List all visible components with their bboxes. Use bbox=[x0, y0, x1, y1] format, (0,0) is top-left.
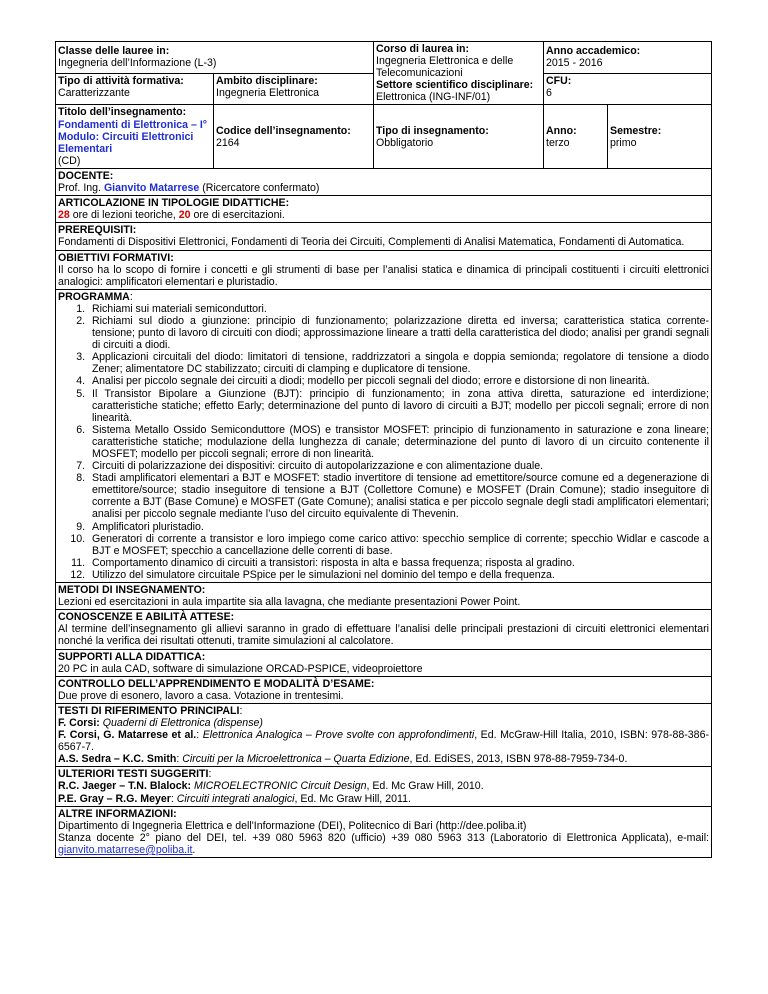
programma-cell bbox=[56, 289, 712, 582]
altre-line2-text: Stanza docente 2° piano del DEI, tel. +39 080 5963 820 (ufficio) +39 080 5963 313 (Laboratorio di Elettronica Applicata), e-mail: bbox=[58, 831, 710, 844]
ulteriore-2-author: P.E. Gray – R.G. Meyer bbox=[58, 792, 171, 805]
classe-cell bbox=[56, 42, 374, 74]
semestre-label: Semestre: bbox=[610, 124, 662, 137]
programma-item: 2. Richiami sul diodo a giunzione: principio di funzionamento; polarizzazione diretta ed inversa; caratteristica statica corrente-tensione; punto di lavoro di circuiti con diodi; approssimazione lineare a tratti della caratteristica del diodo; analisi per grandi segnali di circuiti a diodi. bbox=[88, 315, 709, 351]
course-sheet bbox=[55, 41, 711, 858]
semestre-cell bbox=[608, 105, 712, 168]
articolazione-cell bbox=[56, 196, 712, 223]
metodi-cell bbox=[56, 583, 712, 610]
altre-line2 bbox=[58, 832, 709, 856]
tipo-ins-label: Tipo di insegnamento: bbox=[376, 124, 489, 137]
altre-end: . bbox=[192, 843, 196, 856]
supporti-cell bbox=[56, 649, 712, 676]
cfu-label: CFU: bbox=[546, 74, 572, 87]
docente-label: DOCENTE: bbox=[58, 169, 114, 182]
programma-colon: : bbox=[129, 290, 133, 303]
altre-cell bbox=[56, 806, 712, 857]
conoscenze-label: CONOSCENZE E ABILITÀ ATTESE: bbox=[58, 611, 235, 624]
testo-3-author: A.S. Sedra – K.C. Smith bbox=[58, 753, 177, 766]
obiettivi-text: Il corso ha lo scopo di fornire i concetti e gli strumenti di base per l’analisi statica e dinamica di principali costituenti i circuiti elettronici analogici: amplificatori elementari e pluristadio. bbox=[58, 263, 710, 288]
programma-item: 11. Comportamento dinamico di circuiti a transistori: risposta in alta e bassa frequenza; risposta al gradino. bbox=[88, 557, 709, 569]
altre-line1: Dipartimento di Ingegneria Elettrica e dell'Informazione (DEI), Politecnico di Bari (http://dee.poliba.it) bbox=[58, 819, 527, 832]
obiettivi-cell bbox=[56, 250, 712, 289]
docente-line bbox=[58, 182, 709, 194]
docente-name: Gianvito Matarrese bbox=[103, 182, 200, 195]
testi-label: TESTI DI RIFERIMENTO PRINCIPALI bbox=[58, 704, 240, 717]
controllo-cell bbox=[56, 676, 712, 703]
programma-label: PROGRAMMA bbox=[58, 290, 130, 303]
programma-item: 1. Richiami sui materiali semiconduttori. bbox=[88, 303, 709, 315]
ulteriore-1-title: MICROELECTRONIC Circuit Design bbox=[191, 780, 367, 793]
programma-item: 6. Sistema Metallo Ossido Semiconduttore (MOS) e transistor MOSFET: principio di funzionamento in saturazione e zona lineare; caratteristiche statiche; modulazione della lunghezza di canale; determinazione del punto di lavoro di un circuito contenente il MOSFET; modello per piccoli segnali; errore di non linearità. bbox=[88, 424, 709, 460]
controllo-label: CONTROLLO DELL’APPRENDIMENTO E MODALITÀ D’ESAME: bbox=[58, 677, 375, 690]
ulteriore-1-rest: , Ed. Mc Graw Hill, 2010. bbox=[366, 780, 484, 793]
corso-cell bbox=[374, 42, 544, 105]
ore-teoriche: 28 bbox=[58, 209, 70, 222]
codice-value: 2164 bbox=[216, 136, 240, 149]
testo-1 bbox=[58, 717, 709, 729]
email-link[interactable]: gianvito.matarrese@poliba.it bbox=[58, 843, 193, 856]
titolo-label: Titolo dell’insegnamento: bbox=[58, 106, 187, 119]
altre-label: ALTRE INFORMAZIONI: bbox=[58, 807, 177, 820]
conoscenze-text: Al termine dell’insegnamento gli allievi saranno in grado di effettuare l’analisi delle principali prestazioni di circuiti elettronici elementari nonché la verifica dei risultati ottenuti, tramite simulazioni al calcolatore. bbox=[58, 623, 710, 648]
conoscenze-cell bbox=[56, 610, 712, 649]
tipo-att-label: Tipo di attività formativa: bbox=[58, 74, 184, 87]
testo-3-title: Circuiti per la Microelettronica – Quarta Edizione bbox=[179, 753, 410, 766]
settore-label: Settore scientifico disciplinare: bbox=[376, 79, 534, 92]
cfu-cell bbox=[544, 73, 712, 105]
testo-2-rest: , Ed. McGraw-Hill Italia, 2010, ISBN: 978-88-386-6567-7. bbox=[58, 729, 709, 754]
ulteriore-2-rest: , Ed. Mc Graw Hill, 2011. bbox=[294, 792, 411, 805]
testo-2-author: F. Corsi, G. Matarrese et al. bbox=[58, 729, 197, 742]
programma-item: 9. Amplificatori pluristadio. bbox=[88, 521, 709, 533]
programma-item: 5. Il Transistor Bipolare a Giunzione (BJT): principio di funzionamento; in zona attiva diretta, saturazione ed interdizione; caratteristiche statiche; effetto Early; determinazione del punto di lavoro di circuiti a BJT; modello per piccoli segnali; errore di non linearità. bbox=[88, 388, 709, 424]
supporti-label: SUPPORTI ALLA DIDATTICA: bbox=[58, 650, 206, 663]
obiettivi-label: OBIETTIVI FORMATIVI: bbox=[58, 251, 174, 264]
tipo-ins-value: Obbligatorio bbox=[376, 136, 434, 149]
testo-1-title: Quaderni di Elettronica (dispense) bbox=[99, 716, 263, 729]
titolo-suffix: (CD) bbox=[58, 154, 81, 167]
prerequisiti-label: PREREQUISITI: bbox=[58, 224, 137, 237]
programma-item: 12. Utilizzo del simulatore circuitale PSpice per le simulazioni nel dominio del tempo e della frequenza. bbox=[88, 569, 709, 581]
classe-value: Ingegneria dell’Informazione (L-3) bbox=[58, 57, 217, 70]
prerequisiti-cell bbox=[56, 223, 712, 250]
docente-cell bbox=[56, 168, 712, 195]
controllo-text: Due prove di esonero, lavoro a casa. Votazione in trentesimi. bbox=[58, 689, 344, 702]
classe-label: Classe delle lauree in: bbox=[58, 45, 170, 58]
testo-1-author: F. Corsi: bbox=[58, 716, 100, 729]
tipo-ins-cell bbox=[374, 105, 544, 168]
ulteriore-1-author: R.C. Jaeger – T.N. Blalock: bbox=[58, 780, 192, 793]
articolazione-line bbox=[58, 209, 709, 221]
ulteriore-1 bbox=[58, 780, 709, 792]
ambito-value: Ingegneria Elettronica bbox=[216, 86, 320, 99]
programma-heading bbox=[58, 291, 709, 303]
cfu-value: 6 bbox=[546, 86, 552, 99]
articolazione-label: ARTICOLAZIONE IN TIPOLOGIE DIDATTICHE: bbox=[58, 197, 290, 210]
ulteriore-2 bbox=[58, 793, 709, 805]
ulteriore-2-title: Circuiti integrati analogici bbox=[173, 792, 295, 805]
semestre-value: primo bbox=[610, 136, 637, 149]
codice-cell bbox=[214, 105, 374, 168]
settore-value: Elettronica (ING-INF/01) bbox=[376, 91, 491, 104]
corso-label: Corso di laurea in: bbox=[376, 43, 470, 55]
ambito-label: Ambito disciplinare: bbox=[216, 74, 318, 87]
metodi-text: Lezioni ed esercitazioni in aula impartite sia alla lavagna, che mediante presentazioni Power Point. bbox=[58, 596, 521, 609]
metodi-label: METODI DI INSEGNAMENTO: bbox=[58, 584, 206, 597]
testo-2-colon: : bbox=[196, 729, 200, 742]
ulteriori-heading bbox=[58, 768, 709, 780]
anno-cell bbox=[544, 105, 608, 168]
testo-3-colon: : bbox=[176, 753, 180, 766]
programma-item: 7. Circuiti di polarizzazione dei dispositivi: circuito di autopolarizzazione e con alimentazione duale. bbox=[88, 460, 709, 472]
ulteriori-colon: : bbox=[208, 768, 212, 781]
course-table bbox=[55, 41, 712, 858]
codice-label: Codice dell’insegnamento: bbox=[216, 124, 351, 137]
tipo-att-value: Caratterizzante bbox=[58, 86, 130, 99]
articolazione-text1: ore di lezioni teoriche, bbox=[69, 209, 179, 222]
docente-prefix: Prof. Ing. bbox=[58, 182, 104, 195]
corso-value: Ingegneria Elettronica e delle Telecomunicazioni bbox=[376, 55, 514, 80]
programma-item: 8. Stadi amplificatori elementari a BJT e MOSFET: stadio invertitore di tensione ad emettitore/source comune ed a degenerazione di emettitore/source; stadio inseguitore di tensione a BJT (Collettore Comune) e MOSFET (Drain Comune); stadio inseguitore di corrente a BJT (Base Comune) e MOSFET (Gate Comune); analisi statica e per piccolo segnale degli stadi amplificatori elementari; analisi per piccolo segnale mediante l’uso del circuito equivalente di Thevenin. bbox=[88, 472, 709, 520]
testo-2-title: Elettronica Analogica – Prove svolte con approfondimenti bbox=[199, 729, 475, 742]
titolo-value: Fondamenti di Elettronica – I° Modulo: Circuiti Elettronici Elementari bbox=[58, 118, 208, 155]
testo-3 bbox=[58, 753, 709, 765]
testo-3-rest: , Ed. EdiSES, 2013, ISBN 978-88-7959-734-0. bbox=[409, 753, 628, 766]
articolazione-text2: ore di esercitazioni. bbox=[190, 209, 285, 222]
testi-cell bbox=[56, 703, 712, 766]
supporti-text: 20 PC in aula CAD, software di simulazione ORCAD-PSPICE, videoproiettore bbox=[58, 662, 423, 675]
testo-2 bbox=[58, 729, 709, 753]
prerequisiti-text: Fondamenti di Dispositivi Elettronici, Fondamenti di Teoria dei Circuiti, Complementi di Analisi Matematica, Fondamenti di Automatica. bbox=[58, 236, 685, 249]
programma-item: 10. Generatori di corrente a transistor e loro impiego come carico attivo: specchio semplice di corrente; specchio Widlar e cascode a BJT e MOSFET; specchio a cancellazione delle correnti di base. bbox=[88, 533, 709, 557]
anno-acc-cell bbox=[544, 42, 712, 74]
anno-value: terzo bbox=[546, 136, 570, 149]
ulteriore-2-colon: : bbox=[170, 792, 174, 805]
tipo-att-cell bbox=[56, 73, 214, 105]
testi-colon: : bbox=[239, 704, 243, 717]
ulteriori-cell bbox=[56, 767, 712, 806]
programma-list bbox=[58, 303, 709, 581]
ulteriori-label: ULTERIORI TESTI SUGGERITI bbox=[58, 768, 209, 781]
anno-acc-value: 2015 - 2016 bbox=[546, 57, 603, 70]
titolo-cell bbox=[56, 105, 214, 168]
anno-label: Anno: bbox=[546, 124, 577, 137]
ambito-cell bbox=[214, 73, 374, 105]
testi-heading bbox=[58, 705, 709, 717]
programma-item: 3. Applicazioni circuitali del diodo: limitatori di tensione, raddrizzatori a singola e doppia semionda; regolatore di tensione a diodo Zener; alimentatore DC stabilizzato; circuiti di clamping e duplicatore di tensione. bbox=[88, 351, 709, 375]
ore-esercitazioni: 20 bbox=[178, 209, 191, 222]
anno-acc-label: Anno accademico: bbox=[546, 45, 641, 58]
docente-suffix: (Ricercatore confermato) bbox=[199, 182, 320, 195]
programma-item: 4. Analisi per piccolo segnale dei circuiti a diodi; modello per piccoli segnali del diodo; errore e distorsione di non linearità. bbox=[88, 375, 709, 387]
